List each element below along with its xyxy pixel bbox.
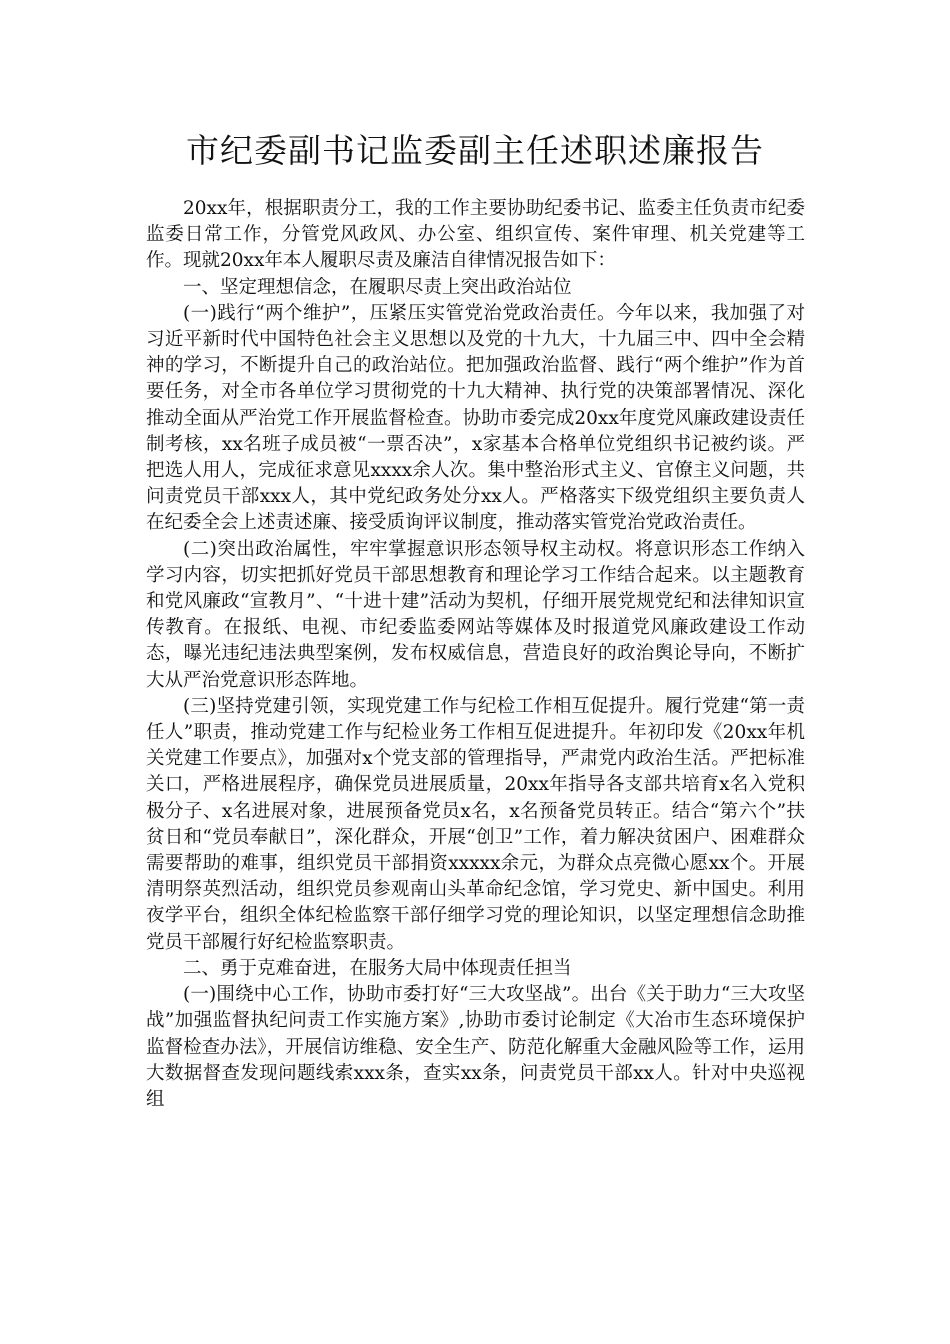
paragraph: 20xx年，根据职责分工，我的工作主要协助纪委书记、监委主任负责市纪委监委日常工作，分管党风政风、办公室、组织宣传、案件审理、机关党建等工作。现就20xx年本人履职尽责及廉洁自律情况报告如下： bbox=[146, 198, 805, 272]
document-title: 市纪委副书记监委副主任述职述廉报告 bbox=[186, 131, 764, 170]
paragraph: (三)坚持党建引领，实现党建工作与纪检工作相互促提升。履行党建“第一责任人”职责，推动党建工作与纪检业务工作相互促进提升。年初印发《20xx年机关党建工作要点》，加强对x个党支部的管理指导，严肃党内政治生活。严把标准关口，严格进展程序，确保党员进展质量，20xx年指导各支部共培育x名入党积极分子、x名进展对象，进展预备党员x名，x名预备党员转正。结合“第六个”扶贫日和“党员奉献日”，深化群众，开展“创卫”工作，着力解决贫困户、困难群众需要帮助的难事，组织党员干部捐资xxxxx余元，为群众点亮微心愿xx个。开展清明祭英烈活动，组织党员参观南山头革命纪念馆，学习党史、新中国史。利用夜学平台，组织全体纪检监察干部仔细学习党的理论知识，以坚定理想信念助推党员干部履行好纪检监察职责。 bbox=[146, 695, 805, 953]
paragraph: (一)践行“两个维护”，压紧压实管党治党政治责任。今年以来，我加强了对习近平新时代中国特色社会主义思想以及党的十九大，十九届三中、四中全会精神的学习，不断提升自己的政治站位。把加强政治监督、践行“两个维护”作为首要任务，对全市各单位学习贯彻党的十九大精神、执行党的决策部署情况、深化推动全面从严治党工作开展监督检查。协助市委完成20xx年度党风廉政建设责任制考核，xx名班子成员被“一票否决”，x家基本合格单位党组织书记被约谈。严把选人用人，完成征求意见xxxx余人次。集中整治形式主义、官僚主义问题，共问责党员干部xxx人，其中党纪政务处分xx人。严格落实下级党组织主要负责人在纪委全会上述责述廉、接受质询评议制度，推动落实管党治党政治责任。 bbox=[146, 302, 805, 534]
paragraph: (二)突出政治属性，牢牢掌握意识形态领导权主动权。将意识形态工作纳入学习内容，切实把抓好党员干部思想教育和理论学习工作结合起来。以主题教育和党风廉政“宣教月”、“十进十建”活动为契机，仔细开展党规党纪和法律知识宣传教育。在报纸、电视、市纪委监委网站等媒体及时报道党风廉政建设工作动态，曝光违纪违法典型案例，发布权威信息，营造良好的政治舆论导向，不断扩大从严治党意识形态阵地。 bbox=[146, 538, 805, 691]
paragraph: (一)围绕中心工作，协助市委打好“三大攻坚战”。出台《关于助力“三大攻坚战”加强监督执纪问责工作实施方案》,协助市委讨论制定《大冶市生态环境保护监督检查办法》，开展信访维稳、安全生产、防范化解重大金融风险等工作，运用大数据督查发现问题线索xxx条，查实xx条，问责党员干部xx人。针对中央巡视组 bbox=[146, 984, 805, 1110]
section-heading: 一、坚定理想信念，在履职尽责上突出政治站位 bbox=[183, 276, 572, 298]
document-body bbox=[146, 196, 805, 1113]
section-heading: 二、勇于克难奋进，在服务大局中体现责任担当 bbox=[183, 957, 572, 979]
